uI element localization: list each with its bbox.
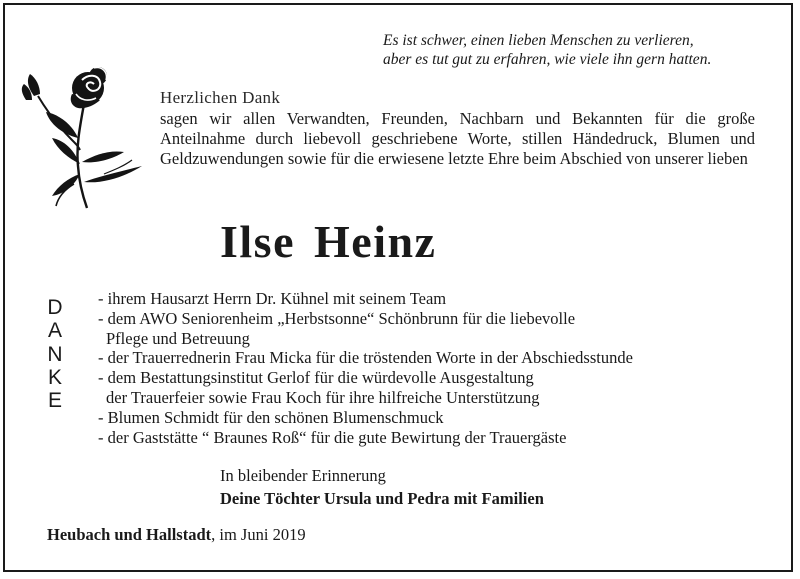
- list-item: - dem Bestattungsinstitut Gerlof für die würdevolle Ausgestaltung: [98, 368, 534, 388]
- danke-vertical: [44, 296, 66, 412]
- closing-line: In bleibender Erinnerung: [220, 466, 386, 485]
- greeting-heading: Herzlichen Dank: [160, 88, 281, 107]
- thanks-paragraph: sagen wir allen Verwandten, Freunden, Nachbarn und Bekannten für die große Anteilnahme durch liebevoll geschriebene Worte, stillen Händedruck, Blumen und Geldzuwendungen sowie für die erwiesene letzte Ehre beim Abschied von unserer lieben: [160, 109, 755, 168]
- list-item: der Trauerfeier sowie Frau Koch für ihre hilfreiche Unterstützung: [106, 387, 540, 407]
- deceased-name: Ilse Heinz: [220, 216, 437, 267]
- danke-letter: K: [47, 365, 62, 389]
- list-item: Pflege und Betreuung: [106, 328, 250, 348]
- danke-letter: N: [47, 342, 63, 366]
- list-item: - der Gaststätte “ Braunes Roß“ für die gute Bewirtung der Trauergäste: [98, 427, 567, 447]
- place-name: Heubach und Hallstadt: [47, 525, 212, 544]
- list-item: - ihrem Hausarzt Herrn Dr. Kühnel mit seinem Team: [98, 289, 447, 308]
- signature: Deine Töchter Ursula und Pedra mit Familien: [220, 489, 544, 508]
- date-text: , im Juni 2019: [211, 525, 306, 544]
- danke-letter: D: [47, 296, 63, 319]
- place-date: [47, 525, 306, 545]
- motto-line: Es ist schwer, einen lieben Menschen zu verlieren,: [383, 32, 694, 49]
- danke-letter: E: [47, 389, 62, 413]
- motto-line: aber es tut gut zu erfahren, wie viele ihn gern hatten.: [383, 51, 712, 68]
- list-item: - Blumen Schmidt für den schönen Blumenschmuck: [98, 407, 444, 427]
- list-item: - der Trauerrednerin Frau Micka für die tröstenden Worte in der Abschiedsstunde: [98, 348, 633, 368]
- list-item: - dem AWO Seniorenheim „Herbstsonne“ Schönbrunn für die liebevolle: [98, 308, 576, 328]
- motto-quote: [383, 31, 783, 69]
- thanks-list: [98, 289, 788, 447]
- danke-letter: A: [47, 319, 62, 343]
- rose-icon: [18, 66, 148, 212]
